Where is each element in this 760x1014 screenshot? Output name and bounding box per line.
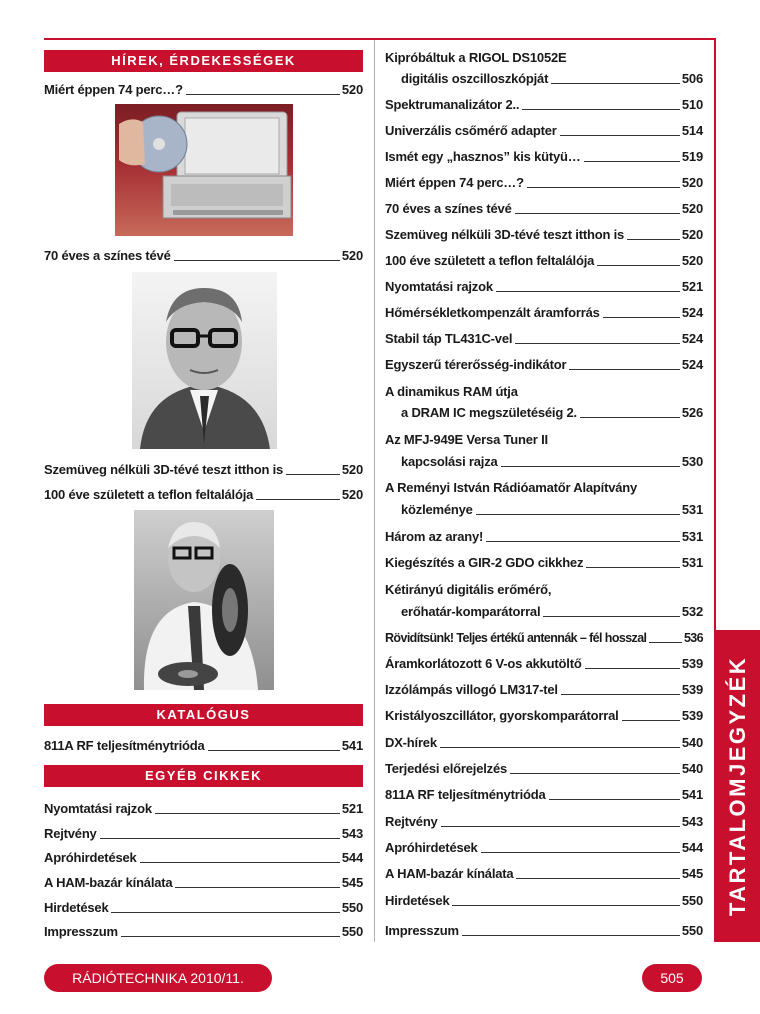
toc-entry[interactable]	[385, 866, 703, 882]
toc-entry-page: 544	[341, 850, 363, 865]
toc-entry[interactable]	[385, 682, 703, 698]
toc-entry-page: 541	[681, 787, 703, 802]
toc-entry-page: 524	[681, 305, 703, 320]
toc-entry[interactable]	[44, 738, 363, 754]
section-heading-other: EGYÉB CIKKEK	[44, 765, 363, 787]
toc-entry-title: Apróhirdetések	[44, 850, 137, 865]
toc-entry-page: 550	[681, 893, 703, 908]
toc-entry-title: Rövidítsünk! Teljes értékű antennák – fél hosszal	[385, 631, 647, 645]
toc-entry[interactable]	[44, 850, 363, 866]
toc-entry[interactable]	[385, 787, 703, 803]
toc-entry[interactable]	[385, 71, 703, 87]
toc-entry[interactable]	[44, 801, 363, 817]
toc-entry[interactable]	[44, 82, 363, 98]
toc-entry-page: 539	[681, 656, 703, 671]
toc-entry-page: 540	[681, 735, 703, 750]
toc-entry[interactable]	[385, 735, 703, 751]
toc-entry-title-line: A Reményi István Rádióamatőr Alapítvány	[385, 480, 638, 495]
toc-entry[interactable]	[385, 814, 703, 830]
toc-entry-title: kapcsolási rajza	[401, 454, 498, 469]
toc-entry-page: 510	[681, 97, 703, 112]
side-tab-label: TARTALOMJEGYZÉK	[725, 655, 750, 917]
toc-entry-page: 545	[341, 875, 363, 890]
toc-entry[interactable]	[44, 462, 363, 478]
toc-entry-title: Szemüveg nélküli 3D-tévé teszt itthon is	[44, 462, 284, 477]
toc-entry-title: Nyomtatási rajzok	[385, 279, 493, 294]
toc-entry[interactable]	[385, 708, 703, 724]
section-heading-news: HÍREK, ÉRDEKESSÉGEK	[44, 50, 363, 72]
toc-entry-title: DX-hírek	[385, 735, 437, 750]
toc-entry[interactable]	[385, 405, 703, 421]
toc-entry-page: 520	[341, 462, 363, 477]
toc-entry[interactable]	[44, 487, 363, 503]
toc-entry-title: 70 éves a színes tévé	[44, 248, 171, 263]
toc-entry-page: 526	[681, 405, 703, 420]
toc-entry-title: Szemüveg nélküli 3D-tévé teszt itthon is	[385, 227, 625, 242]
toc-entry-title: Rejtvény	[44, 826, 97, 841]
toc-entry-page: 536	[683, 631, 703, 645]
toc-entry-title: A HAM-bazár kínálata	[385, 866, 514, 881]
toc-entry[interactable]	[385, 893, 703, 909]
side-tab	[716, 630, 760, 942]
toc-entry-page: 540	[681, 761, 703, 776]
toc-entry-page: 519	[681, 149, 703, 164]
portrait-photo	[132, 272, 277, 449]
toc-entry-title-line: Az MFJ-949E Versa Tuner II	[385, 432, 548, 447]
toc-entry-title: erőhatár-komparátorral	[401, 604, 541, 619]
toc-entry-title: közleménye	[401, 502, 473, 517]
toc-entry-title: Egyszerű térerősség-indikátor	[385, 357, 567, 372]
toc-entry-title: Áramkorlátozott 6 V-os akkutöltő	[385, 656, 582, 671]
toc-entry-page: 550	[341, 924, 363, 939]
toc-entry-page: 506	[681, 71, 703, 86]
toc-entry-page: 531	[681, 502, 703, 517]
toc-entry[interactable]	[385, 331, 703, 347]
toc-entry-title-line: A dinamikus RAM útja	[385, 384, 518, 399]
toc-entry-title: Hirdetések	[385, 893, 450, 908]
toc-entry-title: Kiegészítés a GIR-2 GDO cikkhez	[385, 555, 584, 570]
film-reel-photo	[134, 510, 274, 690]
toc-entry-page: 524	[681, 357, 703, 372]
toc-entry-page: 530	[681, 454, 703, 469]
toc-entry-page: 543	[681, 814, 703, 829]
column-separator	[374, 40, 375, 942]
toc-entry[interactable]	[385, 123, 703, 139]
toc-entry-title: 811A RF teljesítménytrióda	[385, 787, 546, 802]
toc-entry-title: 811A RF teljesítménytrióda	[44, 738, 205, 753]
toc-entry[interactable]	[385, 840, 703, 856]
toc-entry-page: 539	[681, 682, 703, 697]
toc-entry-title: Terjedési előrejelzés	[385, 761, 508, 776]
toc-entry[interactable]	[385, 201, 703, 217]
toc-entry-page: 520	[681, 175, 703, 190]
toc-entry[interactable]	[385, 279, 703, 295]
toc-entry-page: 543	[341, 826, 363, 841]
toc-entry[interactable]	[385, 253, 703, 269]
toc-entry[interactable]	[385, 227, 703, 243]
toc-entry-page: 520	[341, 82, 363, 97]
toc-entry-title: digitális oszcilloszkópját	[401, 71, 549, 86]
toc-entry[interactable]	[385, 529, 703, 545]
toc-entry-title: Rejtvény	[385, 814, 438, 829]
toc-entry-page: 532	[681, 604, 703, 619]
toc-entry[interactable]	[385, 357, 703, 373]
toc-entry[interactable]	[44, 826, 363, 842]
toc-entry[interactable]	[385, 555, 703, 571]
toc-entry-title: Impresszum	[385, 923, 459, 938]
toc-entry-page: 550	[681, 923, 703, 938]
toc-entry[interactable]	[44, 875, 363, 891]
toc-entry-title: Három az arany!	[385, 529, 484, 544]
toc-entry[interactable]	[385, 175, 703, 191]
toc-entry-page: 520	[341, 487, 363, 502]
toc-entry-title: 100 éve született a teflon feltalálója	[385, 253, 595, 268]
toc-entry-title: Impresszum	[44, 924, 118, 939]
toc-entry[interactable]	[385, 305, 703, 321]
toc-entry-title: Miért éppen 74 perc…?	[385, 175, 524, 190]
top-rule	[44, 38, 716, 40]
toc-entry-page: 550	[341, 900, 363, 915]
toc-entry-page: 541	[341, 738, 363, 753]
toc-entry-title: Univerzális csőmérő adapter	[385, 123, 557, 138]
toc-entry-title: 100 éve született a teflon feltalálója	[44, 487, 254, 502]
toc-entry-title: Spektrumanalizátor 2..	[385, 97, 520, 112]
toc-entry-title: a DRAM IC megszületéséig 2.	[401, 405, 577, 420]
toc-entry-page: 520	[341, 248, 363, 263]
page-number: 505	[642, 964, 702, 992]
toc-entry-page: 514	[681, 123, 703, 138]
toc-entry-title: Nyomtatási rajzok	[44, 801, 152, 816]
toc-entry-page: 521	[341, 801, 363, 816]
toc-entry[interactable]	[385, 923, 703, 939]
toc-entry-title-line: Kétirányú digitális erőmérő,	[385, 582, 552, 597]
toc-entry-page: 521	[681, 279, 703, 294]
toc-entry-title: A HAM-bazár kínálata	[44, 875, 173, 890]
toc-entry-title: Hőmérsékletkompenzált áramforrás	[385, 305, 600, 320]
toc-entry-page: 531	[681, 529, 703, 544]
toc-entry-page: 539	[681, 708, 703, 723]
toc-entry[interactable]	[44, 248, 363, 264]
cd-player-photo	[115, 104, 293, 236]
toc-entry-page: 520	[681, 253, 703, 268]
toc-entry-page: 524	[681, 331, 703, 346]
toc-entry-title: Miért éppen 74 perc…?	[44, 82, 183, 97]
toc-entry-title: Apróhirdetések	[385, 840, 478, 855]
toc-entry[interactable]	[44, 924, 363, 940]
toc-entry-title: Stabil táp TL431C-vel	[385, 331, 513, 346]
toc-entry-page: 531	[681, 555, 703, 570]
toc-entry-title-line: Kipróbáltuk a RIGOL DS1052E	[385, 50, 567, 65]
toc-entry[interactable]	[385, 656, 703, 672]
toc-entry-page: 520	[681, 201, 703, 216]
toc-entry-page: 520	[681, 227, 703, 242]
section-heading-catalog: KATALÓGUS	[44, 704, 363, 726]
toc-entry-title: Hirdetések	[44, 900, 109, 915]
toc-entry[interactable]	[385, 630, 703, 646]
toc-entry[interactable]	[44, 900, 363, 916]
toc-entry-page: 545	[681, 866, 703, 881]
toc-entry[interactable]	[385, 97, 703, 113]
toc-entry-page: 544	[681, 840, 703, 855]
toc-entry-title: Izzólámpás villogó LM317-tel	[385, 682, 558, 697]
magazine-issue-label: RÁDIÓTECHNIKA 2010/11.	[44, 964, 272, 992]
toc-entry[interactable]	[385, 502, 703, 518]
toc-entry-title: Ismét egy „hasznos” kis kütyü…	[385, 149, 581, 164]
toc-entry[interactable]	[385, 149, 703, 165]
toc-entry-title: 70 éves a színes tévé	[385, 201, 512, 216]
toc-entry-title: Kristályoszcillátor, gyorskomparátorral	[385, 708, 619, 723]
toc-entry[interactable]	[385, 604, 703, 620]
toc-entry[interactable]	[385, 454, 703, 470]
toc-entry[interactable]	[385, 761, 703, 777]
